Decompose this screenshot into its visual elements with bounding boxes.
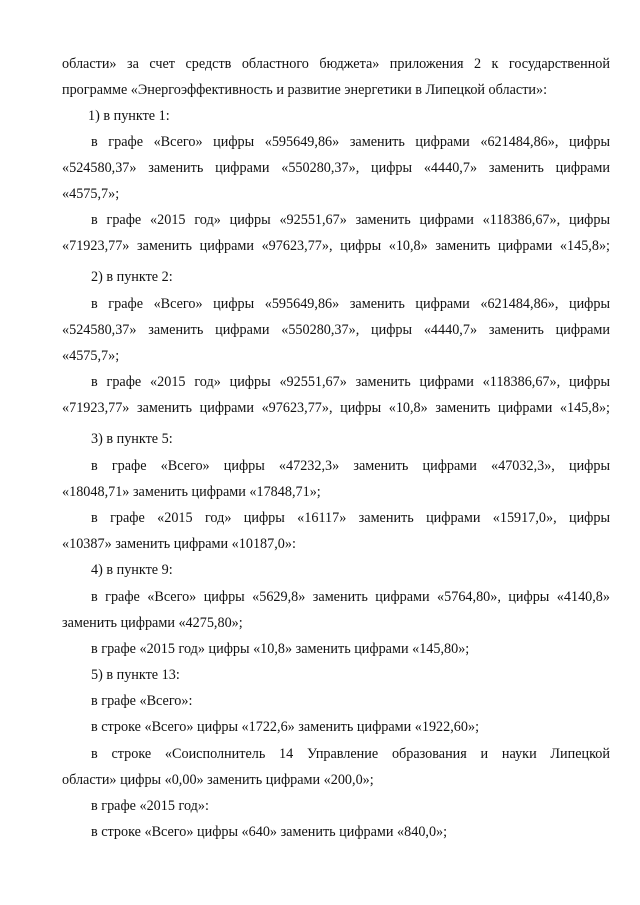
text-line: «10387» заменить цифрами «10187,0»: — [62, 536, 296, 552]
text-line: области» цифры «0,00» заменить цифрами «200,0»; — [62, 772, 374, 788]
text-line: 5) в пункте 13: — [91, 667, 180, 683]
text-line: «524580,37» заменить цифрами «550280,37», цифры «4440,7» заменить цифрами — [62, 322, 610, 338]
text-line: в строке «Всего» цифры «1722,6» заменить цифрами «1922,60»; — [91, 719, 480, 735]
text-line: в строке «Соисполнитель 14 Управление образования и науки Липецкой — [91, 746, 610, 762]
text-line: в строке «Всего» цифры «640» заменить цифрами «840,0»; — [91, 824, 448, 840]
text-line: области» за счет средств областного бюджета» приложения 2 к государственной — [62, 56, 610, 72]
text-line: 4) в пункте 9: — [91, 562, 173, 578]
text-line: в графе «2015 год» цифры «16117» заменить цифрами «15917,0», цифры — [91, 510, 610, 526]
text-line: 1) в пункте 1: — [88, 108, 170, 124]
text-line: в графе «Всего» цифры «595649,86» заменить цифрами «621484,86», цифры — [91, 134, 610, 150]
text-line: в графе «2015 год» цифры «92551,67» заменить цифрами «118386,67», цифры — [91, 212, 610, 228]
text-line: в графе «Всего»: — [91, 693, 193, 709]
text-line: «18048,71» заменить цифрами «17848,71»; — [62, 484, 321, 500]
text-line: в графе «2015 год» цифры «92551,67» заменить цифрами «118386,67», цифры — [91, 374, 610, 390]
text-line: 2) в пункте 2: — [91, 269, 173, 285]
text-line: в графе «2015 год» цифры «10,8» заменить цифрами «145,80»; — [91, 641, 470, 657]
text-line: в графе «2015 год»: — [91, 798, 209, 814]
text-line: в графе «Всего» цифры «595649,86» заменить цифрами «621484,86», цифры — [91, 296, 610, 312]
text-line: «71923,77» заменить цифрами «97623,77», цифры «10,8» заменить цифрами «145,8»; — [62, 238, 610, 254]
text-line: в графе «Всего» цифры «5629,8» заменить цифрами «5764,80», цифры «4140,8» — [91, 589, 610, 605]
text-line: 3) в пункте 5: — [91, 431, 173, 447]
text-line: программе «Энергоэффективность и развитие энергетики в Липецкой области»: — [62, 82, 548, 98]
text-line: «4575,7»; — [62, 348, 120, 364]
text-line: «4575,7»; — [62, 186, 120, 202]
text-line: «524580,37» заменить цифрами «550280,37», цифры «4440,7» заменить цифрами — [62, 160, 610, 176]
text-line: «71923,77» заменить цифрами «97623,77», цифры «10,8» заменить цифрами «145,8»; — [62, 400, 610, 416]
text-line: в графе «Всего» цифры «47232,3» заменить цифрами «47032,3», цифры — [91, 458, 610, 474]
text-line: заменить цифрами «4275,80»; — [62, 615, 243, 631]
